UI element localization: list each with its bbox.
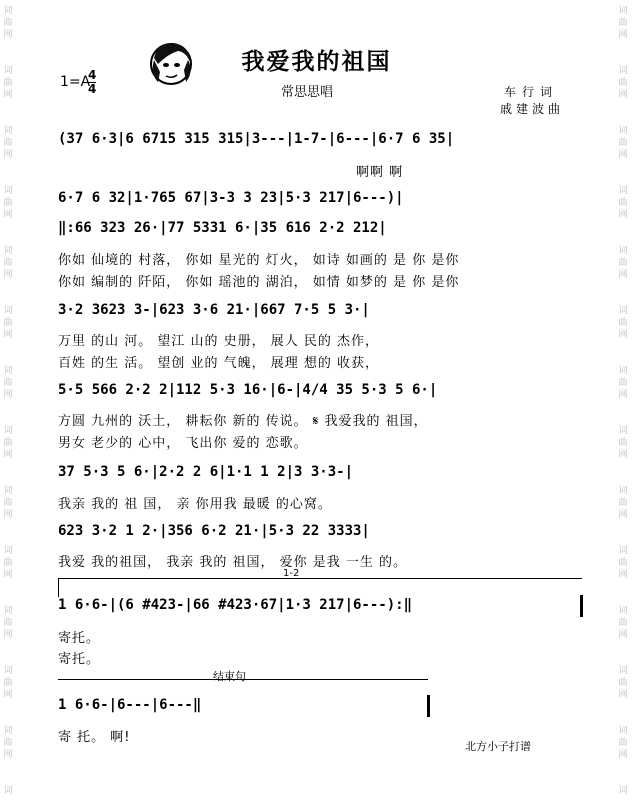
notation-row-6: 37 5·3 5 6·|2·2 2 6|1·1 1 2|3 3·3-| (58, 464, 354, 480)
watermark-glyph: 曲 (3, 438, 13, 448)
watermark-glyph: 网 (3, 30, 13, 40)
watermark-glyph: 网 (3, 690, 13, 700)
watermark-glyph: 网 (618, 690, 628, 700)
lyric-row-4-verse-1: 万里 的山 河。 望江 山的 史册， 展人 民的 杰作， (58, 334, 380, 349)
notation-row-7: 623 3·2 1 2·|356 6·2 21·|5·3 22 3333| (58, 523, 370, 539)
watermark-glyph: 曲 (3, 678, 13, 688)
watermark-glyph: 词 (618, 246, 628, 256)
volta-label: 1-2 (283, 568, 300, 579)
watermark-glyph: 词 (618, 726, 628, 736)
watermark-glyph: 词 (618, 66, 628, 76)
lyric-row-3-verse-1: 你如 仙境的 村落， 你如 星光的 灯火， 如诗 如画的 是 你 是你 (58, 253, 460, 268)
watermark-glyph: 词 (3, 66, 13, 76)
watermark-glyph: 曲 (618, 618, 628, 628)
watermark-glyph: 网 (618, 330, 628, 340)
volta-bracket (58, 578, 582, 597)
watermark-glyph: 词 (3, 246, 13, 256)
watermark-glyph: 词 (618, 666, 628, 676)
watermark-glyph: 词 (618, 6, 628, 16)
lyric-row-9: 寄 托。 啊! (58, 730, 131, 745)
watermark-glyph: 曲 (618, 78, 628, 88)
watermark-glyph: 网 (618, 570, 628, 580)
watermark-glyph: 词 (618, 786, 628, 796)
notation-row-5: 5·5 566 2·2 2|112 5·3 16·|6-|4/4 35 5·3 5 6·| (58, 382, 438, 398)
lyric-row-8-verse-1: 寄托。 (58, 631, 101, 646)
notation-row-3: ‖:66 323 26·|77 5331 6·|35 616 2·2 212| (58, 220, 387, 236)
watermark-glyph: 曲 (618, 498, 628, 508)
watermark-glyph: 曲 (618, 678, 628, 688)
watermark-glyph: 网 (3, 630, 13, 640)
lyric-row-4-verse-2: 百姓 的生 活。 望创 业的 气魄， 展理 想的 收获， (58, 356, 380, 371)
watermark-glyph: 词 (3, 666, 13, 676)
watermark-glyph: 词 (3, 786, 13, 796)
watermark-glyph: 曲 (3, 78, 13, 88)
lyric-row-8-verse-2: 寄托。 (58, 652, 101, 667)
watermark-glyph: 词 (618, 486, 628, 496)
watermark-glyph: 网 (618, 750, 628, 760)
watermark-glyph: 词 (3, 726, 13, 736)
notation-row-8: 1 6·6-|(6 #423-|66 #423·67|1·3 217|6---):‖ (58, 597, 413, 613)
watermark-glyph: 网 (618, 510, 628, 520)
watermark-glyph: 网 (3, 510, 13, 520)
watermark-glyph: 曲 (618, 258, 628, 268)
lyric-row-3-verse-2: 你如 编制的 阡陌， 你如 瑶池的 湖泊， 如情 如梦的 是 你 是你 (58, 275, 460, 290)
watermark-glyph: 词 (618, 366, 628, 376)
watermark-glyph: 网 (3, 270, 13, 280)
watermark-glyph: 曲 (3, 498, 13, 508)
watermark-glyph: 网 (618, 270, 628, 280)
watermark-glyph: 网 (3, 390, 13, 400)
watermark-glyph: 网 (618, 450, 628, 460)
watermark-glyph: 网 (3, 570, 13, 580)
watermark-glyph: 曲 (3, 618, 13, 628)
watermark-glyph: 曲 (3, 378, 13, 388)
song-title: 我爱我的祖国 (241, 49, 392, 75)
watermark-glyph: 曲 (618, 378, 628, 388)
watermark-glyph: 曲 (3, 18, 13, 28)
watermark-glyph: 词 (618, 186, 628, 196)
watermark-glyph: 词 (3, 366, 13, 376)
watermark-glyph: 词 (3, 186, 13, 196)
final-bar (427, 695, 430, 717)
watermark-glyph: 词 (618, 606, 628, 616)
watermark-glyph: 曲 (3, 258, 13, 268)
watermark-glyph: 词 (618, 426, 628, 436)
watermark-glyph: 词 (3, 126, 13, 136)
lyric-row-5-verse-1: 方圆 九州的 沃土， 耕耘你 新的 传说。 𝄋 我爱我的 祖国， (58, 414, 428, 429)
watermark-glyph: 网 (3, 90, 13, 100)
lyricist-credit: 车行词 (504, 85, 559, 99)
watermark-glyph: 词 (3, 6, 13, 16)
key-signature: 1=A (60, 74, 91, 90)
composer-credit: 戚建波曲 (500, 102, 565, 116)
watermark-glyph: 曲 (3, 318, 13, 328)
ending-label: 结束句 (213, 670, 246, 683)
watermark-glyph: 网 (3, 210, 13, 220)
watermark-glyph: 词 (3, 546, 13, 556)
notation-row-4: 3·2 3623 3-|623 3·6 21·|667 7·5 5 3·| (58, 302, 370, 318)
watermark-glyph: 曲 (618, 558, 628, 568)
watermark-glyph: 曲 (3, 738, 13, 748)
watermark-glyph: 曲 (618, 738, 628, 748)
watermark-glyph: 词 (3, 486, 13, 496)
watermark-glyph: 曲 (618, 198, 628, 208)
watermark-glyph: 网 (618, 30, 628, 40)
watermark-glyph: 曲 (618, 18, 628, 28)
notation-row-2: 6·7 6 32|1·765 67|3-3 3 23|5·3 217|6---)| (58, 190, 404, 206)
watermark-glyph: 曲 (618, 318, 628, 328)
watermark-glyph: 网 (3, 450, 13, 460)
watermark-glyph: 网 (3, 150, 13, 160)
time-bottom: 4 (88, 82, 97, 96)
singer-credit: 常思思唱 (281, 85, 334, 100)
watermark-glyph: 网 (618, 630, 628, 640)
notation-row-1: (37 6·3|6 6715 315 315|3---|1-7-|6---|6·7 6 35| (58, 131, 455, 147)
watermark-glyph: 曲 (3, 138, 13, 148)
time-top: 4 (88, 68, 97, 82)
watermark-glyph: 词 (618, 546, 628, 556)
watermark-glyph: 词 (3, 606, 13, 616)
watermark-glyph: 网 (618, 210, 628, 220)
watermark-glyph: 网 (618, 90, 628, 100)
watermark-glyph: 网 (3, 330, 13, 340)
watermark-glyph: 曲 (618, 438, 628, 448)
lyric-row-5-verse-2: 男女 老少的 心中， 飞出你 爱的 恋歌。 (58, 436, 308, 451)
watermark-glyph: 词 (618, 126, 628, 136)
watermark-glyph: 词 (618, 306, 628, 316)
notation-row-9: 1 6·6-|6---|6---‖ (58, 697, 202, 713)
lyric-row-7: 我爱 我的祖国， 我亲 我的 祖国， 爱你 是我 一生 的。 (58, 555, 408, 570)
watermark-glyph: 词 (3, 306, 13, 316)
watermark-glyph: 词 (3, 426, 13, 436)
lyric-row-6: 我亲 我的 祖 国， 亲 你用我 最暖 的心窝。 (58, 497, 332, 512)
watermark-glyph: 曲 (3, 198, 13, 208)
repeat-end-bar (580, 595, 583, 617)
right-watermark-strip (617, 0, 631, 804)
watermark-glyph: 网 (618, 150, 628, 160)
watermark-glyph: 曲 (3, 558, 13, 568)
watermark-glyph: 网 (3, 750, 13, 760)
lyric-chorus-ahh: 啊啊 啊 (356, 165, 404, 180)
watermark-glyph: 网 (618, 390, 628, 400)
transcriber-credit: 北方小子打谱 (465, 740, 531, 753)
watermark-glyph: 曲 (618, 138, 628, 148)
left-watermark-strip (2, 0, 16, 804)
time-signature (88, 69, 96, 96)
